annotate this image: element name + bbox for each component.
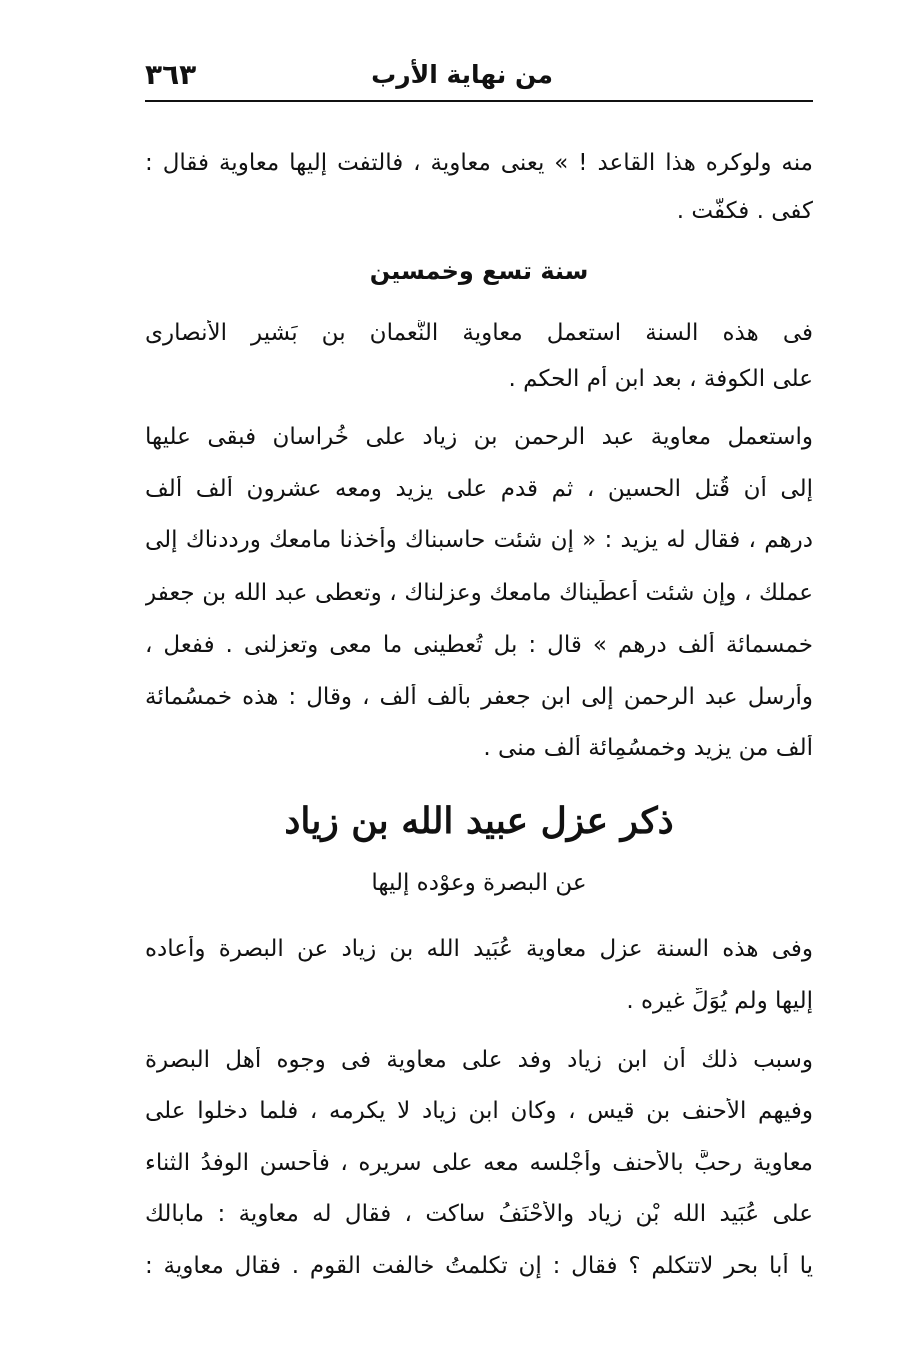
text-line: يا أبا بحر لاتتكلم ؟ فقال : إن تكلمتُ خالفت القوم . فقال معاوية : xyxy=(145,1253,813,1279)
text-line: درهم ، فقال له يزيد : « إن شئت حاسبناك وأخذنا مامعك ورددناك إلى xyxy=(145,527,813,553)
section-heading: سنة تسع وخمسين xyxy=(369,257,589,285)
text-line: عملك ، وإن شئت أعطَيناك مامعك وعزلناك ، وتعطى عبد الله بن جعفر xyxy=(145,580,813,606)
text-line: وفى هذه السنة عزل معاوية عُبَيد الله بن زياد عن البصرة وأعاده xyxy=(145,936,813,962)
text-line: إليها ولم يُوَلِّ غيره . xyxy=(626,988,813,1014)
text-line: منه ولوكره هذا القاعد ! » يعنى معاوية ، فالتفت إليها معاوية فقال : xyxy=(145,150,813,176)
chapter-subheading: عن البصرة وعوْده إليها xyxy=(371,870,587,896)
text-line: واستعمل معاوية عبد الرحمن بن زياد على خُراسان فبقى عليها xyxy=(145,424,813,450)
text-line: إلى أن قُتل الحسين ، ثم قدم على يزيد ومعه عشرون ألف ألف xyxy=(145,476,813,502)
text-line: على الكوفة ، بعد ابن أم الحكم . xyxy=(508,366,813,392)
text-line: خمسمائة ألف درهم » قال : بل تُعطينى ما معى وتعزلنى . ففعل ، xyxy=(145,632,813,658)
text-line: وأرسل عبد الرحمن إلى ابن جعفر بألف ألف ، وقال : هذه خمسُمائة xyxy=(145,684,813,710)
page-number: ٣٦٣ xyxy=(145,58,197,91)
chapter-heading: ذكر عزل عبيد الله بن زياد xyxy=(284,800,674,842)
running-title: من نهاية الأرب xyxy=(371,60,553,89)
text-line: فى هذه السنة استعمل معاوية النُّعمان بن بَشير الأنصارى xyxy=(145,320,813,346)
text-line: على عُبَيد الله بْن زياد والأحْنَفُ ساكت ، فقال له معاوية : مابالك xyxy=(145,1201,813,1227)
text-line: معاوية رحبَّ بالأحنف وأجْلسه معه على سريره ، فأحسن الوفدُ الثناء xyxy=(145,1150,813,1176)
text-line: كفى . فكفّت . xyxy=(676,198,813,224)
text-line: وفيهم الأحنف بن قيس ، وكان ابن زياد لا يكرمه ، فلما دخلوا على xyxy=(145,1098,813,1124)
text-line: وسبب ذلك أن ابن زياد وفد على معاوية فى وجوه أهل البصرة xyxy=(145,1047,813,1073)
page-header xyxy=(145,56,813,102)
text-line: ألف من يزيد وخمسُمِائة ألف منى . xyxy=(483,735,813,761)
